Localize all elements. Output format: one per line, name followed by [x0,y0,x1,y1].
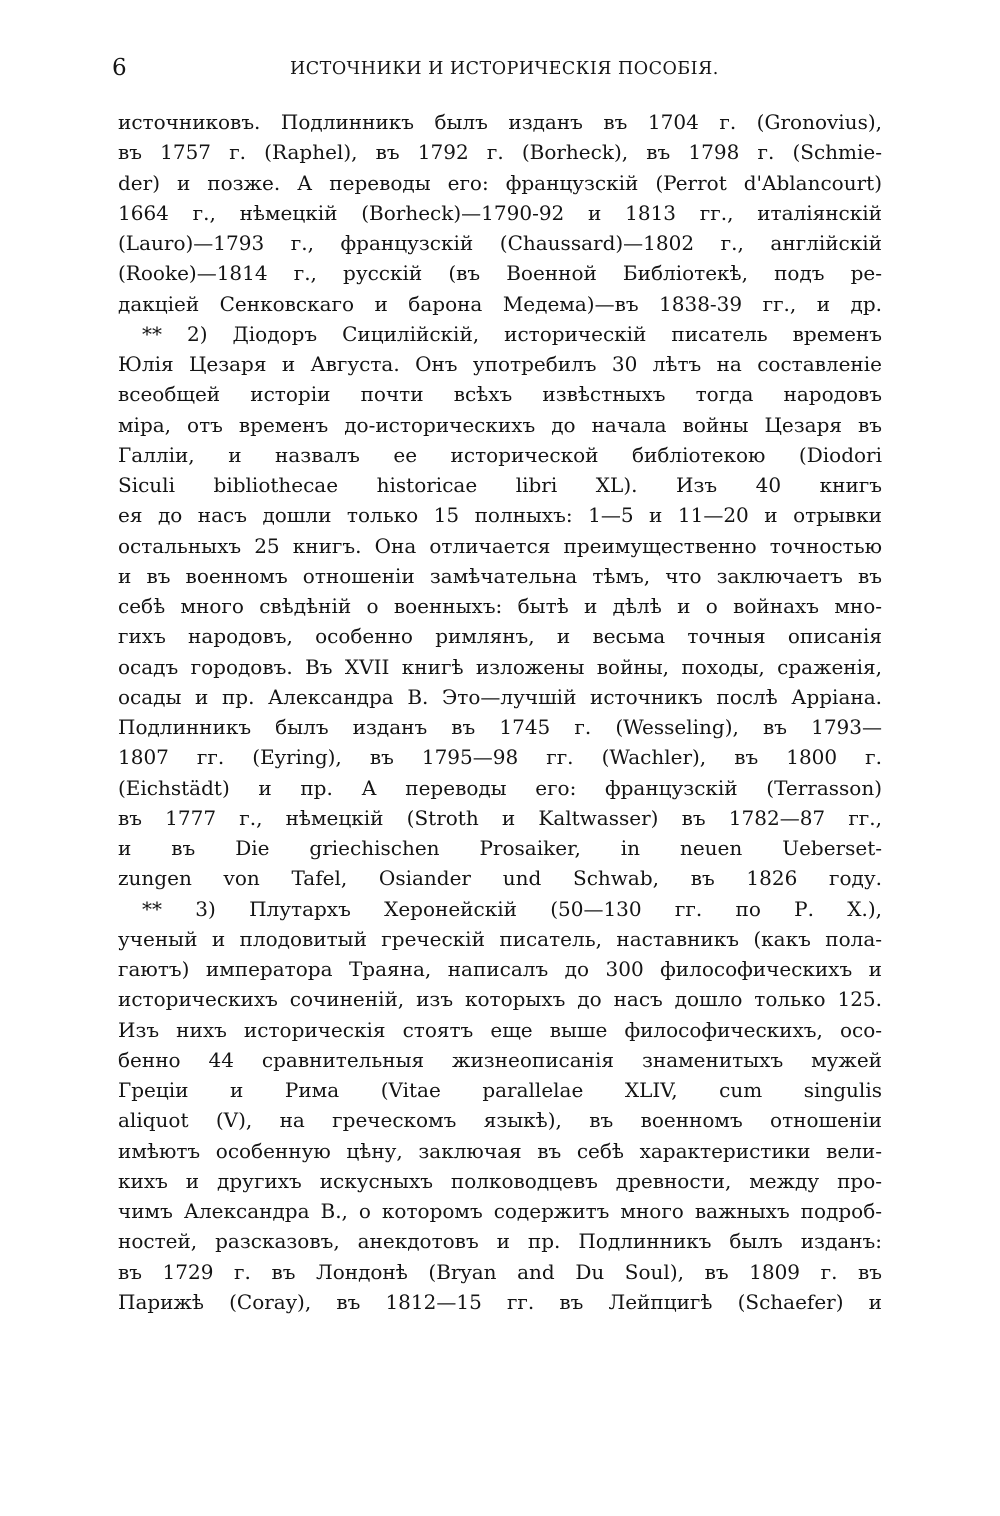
text-line: кихъ и другихъ искусныхъ полководцевъ древности, между про- [118,1168,882,1193]
text-line: міра, отъ временъ до-историческихъ до начала войны Цезаря въ [118,412,882,437]
text-line: бенно 44 сравнительныя жизнеописанія знаменитыхъ мужей [118,1047,882,1072]
text-line: (Eichstädt) и пр. А переводы его: французскій (Terrasson) [118,775,882,800]
footnote-2-start: ** 2) Діодоръ Сицилійскій, историческій писатель временъ [142,321,882,346]
text-line: дакціей Сенковскаго и барона Медема)—въ 1838-39 гг., и др. [118,291,882,316]
text-line: aliquot (V), на греческомъ языкѣ), въ военномъ отношеніи [118,1108,882,1133]
text-line: имѣютъ особенную цѣну, заключая въ себѣ характеристики вели- [118,1138,882,1163]
text-line: источниковъ. Подлинникъ былъ изданъ въ 1704 г. (Gronovius), [118,110,882,134]
text-line: ностей, разсказовъ, анекдотовъ и пр. Подлинникъ былъ изданъ: [118,1229,882,1254]
text-line: Подлинникъ былъ изданъ въ 1745 г. (Wesseling), въ 1793— [118,715,882,739]
text-line: Парижѣ (Coray), въ 1812—15 гг. въ Лейпцигѣ (Schaefer) и [118,1289,882,1314]
text-line: (Rooke)—1814 г., русскій (въ Военной Библіотекѣ, подъ ре- [118,261,882,286]
text-line: чимъ Александра В., о которомъ содержитъ много важныхъ подроб- [118,1199,882,1223]
text-line: Галліи, и назвалъ ее исторической библіотекою (Diodori [118,442,882,467]
text-line: (Lauro)—1793 г., французскій (Chaussard)—1802 г., англійскій [118,231,882,255]
page-number: 6 [112,55,127,81]
text-line: себѣ много свѣдѣній о военныхъ: бытѣ и дѣлѣ и о войнахъ мно- [118,594,882,618]
text-line: Греціи и Рима (Vitae parallelae XLIV, cum singulis [118,1078,882,1102]
text-line: zungen von Tafel, Osiander und Schwab, въ 1826 году. [118,866,882,891]
body-text [118,107,882,1317]
text-line: въ 1757 г. (Raphel), въ 1792 г. (Borheck), въ 1798 г. (Schmie- [118,140,882,165]
text-line: и въ Die griechischen Prosaiker, in neuen Ueberset- [118,836,882,860]
text-line: въ 1729 г. въ Лондонѣ (Bryan and Du Soul), въ 1809 г. въ [118,1259,882,1284]
text-line: ея до насъ дошли только 15 полныхъ: 1—5 и 11—20 и отрывки [118,503,882,528]
text-line: осады и пр. Александра В. Это—лучшій источникъ послѣ Арріана. [118,684,882,709]
text-line: гихъ народовъ, особенно римлянъ, и весьма точныя описанія [118,624,882,649]
text-line: гаютъ) императора Траяна, написалъ до 300 философическихъ и [118,957,882,981]
footnote-3-start: ** 3) Плутархъ Херонейскій (50—130 гг. по Р. Х.), [142,896,882,921]
running-head: ИСТОЧНИКИ И ИСТОРИЧЕСКІЯ ПОСОБІЯ. [290,59,719,79]
text-line: всеобщей исторіи почти всѣхъ извѣстныхъ тогда народовъ [118,382,882,407]
text-line: и въ военномъ отношеніи замѣчательна тѣмъ, что заключаетъ въ [118,563,882,588]
text-line: 1664 г., нѣмецкій (Borheck)—1790-92 и 1813 гг., италіянскій [118,200,882,225]
text-line: 1807 гг. (Eyring), въ 1795—98 гг. (Wachler), въ 1800 г. [118,745,882,770]
text-line: историческихъ сочиненій, изъ которыхъ до насъ дошло только 125. [118,987,882,1012]
text-line: der) и позже. А переводы его: французскій (Perrot d'Ablancourt) [118,170,882,195]
text-line: остальныхъ 25 книгъ. Она отличается преимущественно точностью [118,533,882,558]
text-line: Юлія Цезаря и Августа. Онъ употребилъ 30 лѣтъ на составленіе [118,352,882,376]
text-line: Изъ нихъ историческія стоятъ еще выше философическихъ, осо- [118,1017,882,1042]
text-line: въ 1777 г., нѣмецкій (Stroth и Kaltwasser) въ 1782—87 гг., [118,805,882,830]
text-line: Siculi bibliothecae historicae libri XL). Изъ 40 книгъ [118,473,882,497]
text-line: осадъ городовъ. Въ XVII книгѣ изложены войны, походы, сраженія, [118,654,882,679]
text-line: ученый и плодовитый греческій писатель, наставникъ (какъ пола- [118,926,882,951]
